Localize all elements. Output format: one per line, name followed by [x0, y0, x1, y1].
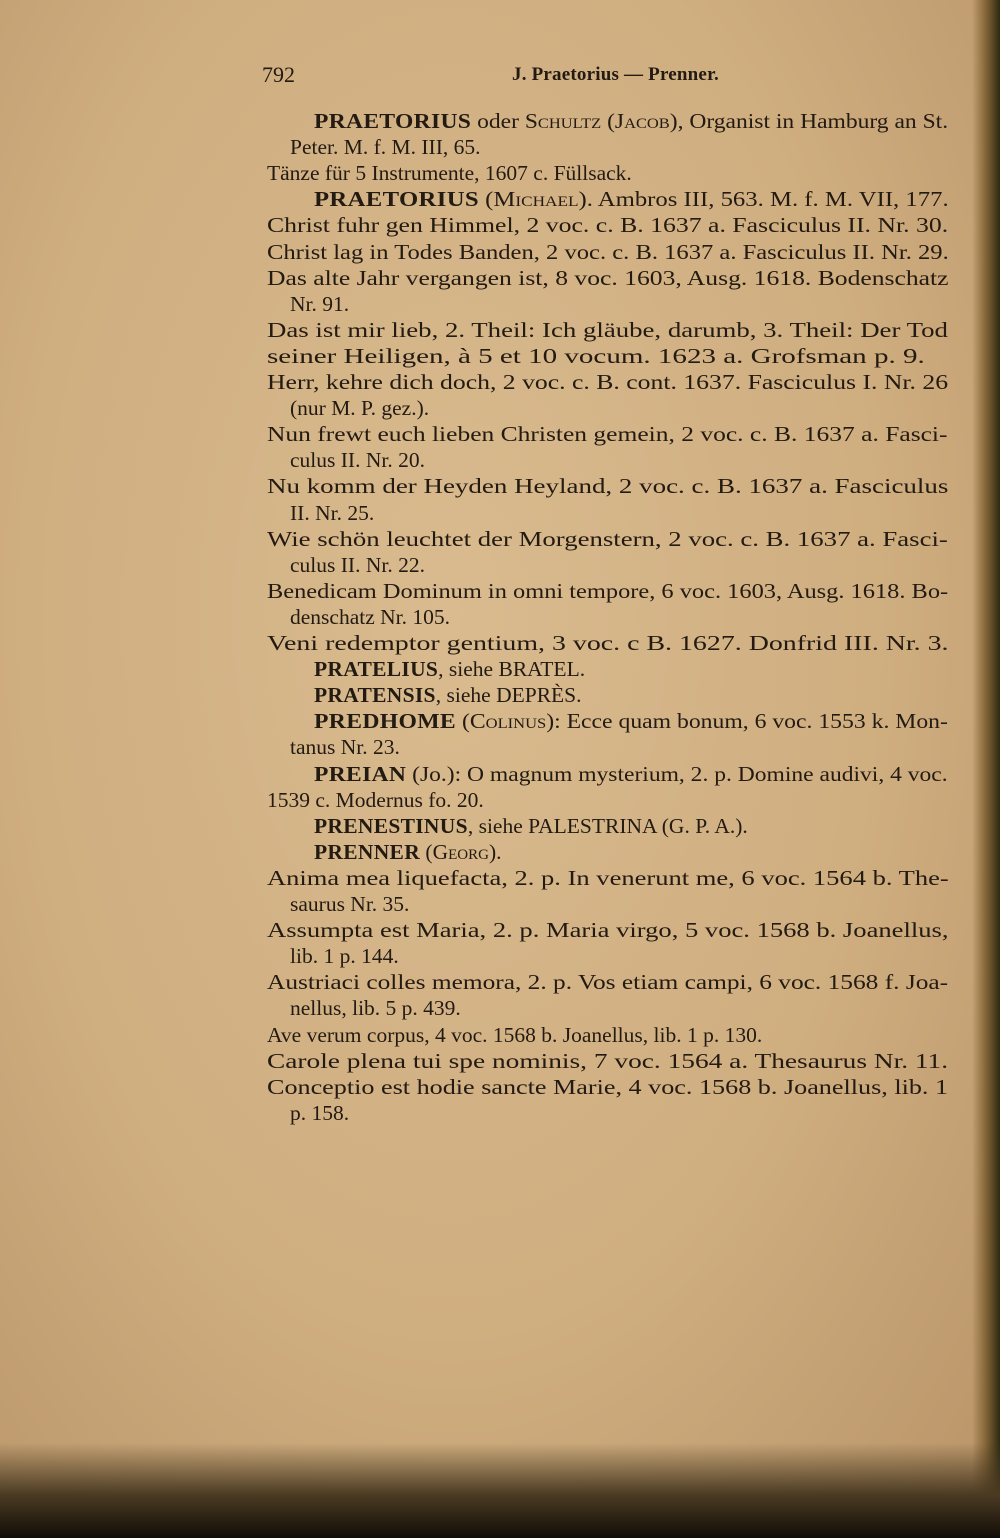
- composer-name: PREIAN: [314, 761, 407, 786]
- work-entry: Wie schön leuchtet der Morgenstern, 2 voc. c. B. 1637 a. Fasci-: [267, 526, 948, 551]
- work-entry: Ave verum corpus, 4 voc. 1568 b. Joanellus, lib. 1 p. 130.: [267, 1022, 763, 1047]
- entry-continuation: saurus Nr. 35.: [290, 892, 410, 916]
- given-name: Michael: [493, 187, 579, 212]
- entry-continuation: II. Nr. 25.: [290, 500, 375, 525]
- work-entry: Nu komm der Heyden Heyland, 2 voc. c. B. 1637 a. Fasciculus: [267, 474, 949, 499]
- page-edge-shadow: [972, 0, 1000, 1538]
- work-entry: Christ lag in Todes Banden, 2 voc. c. B. 1637 a. Fasciculus II. Nr. 29.: [267, 239, 949, 264]
- work-entry: Conceptio est hodie sancte Marie, 4 voc. 1568 b. Joanellus, lib. 1: [267, 1074, 949, 1099]
- composer-heading: [314, 708, 948, 734]
- composer-name: PRAETORIUS: [314, 187, 479, 212]
- composer-heading: [314, 682, 582, 708]
- work-entry: Das ist mir lieb, 2. Theil: Ich gläube, darumb, 3. Theil: Der Tod: [267, 317, 948, 342]
- composer-name: PRAETORIUS: [314, 109, 472, 133]
- work-entry: Benedicam Dominum in omni tempore, 6 voc. 1603, Ausg. 1618. Bo-: [267, 578, 949, 603]
- entry-continuation: Peter. M. f. M. III, 65.: [290, 135, 481, 160]
- page-header: [262, 62, 952, 92]
- composer-heading: [314, 839, 501, 865]
- work-entry: Das alte Jahr vergangen ist, 8 voc. 1603, Ausg. 1618. Bodenschatz: [267, 265, 949, 290]
- heading-text: , siehe DEPRÈS.: [435, 683, 582, 708]
- heading-text: (: [456, 709, 470, 734]
- work-entry: 1539 c. Modernus fo. 20.: [267, 787, 484, 812]
- heading-text: , siehe PALESTRINA (G. P. A.).: [467, 813, 748, 838]
- heading-text: ).: [488, 839, 502, 864]
- composer-heading: [314, 186, 949, 212]
- entry-continuation: p. 158.: [290, 1100, 350, 1125]
- entry-continuation: Nr. 91.: [290, 291, 350, 316]
- heading-text: ). Ambros III, 563. M. f. M. VII, 177.: [578, 187, 949, 212]
- composer-heading: [314, 761, 948, 787]
- entry-continuation: culus II. Nr. 20.: [290, 448, 425, 473]
- entry-continuation: tanus Nr. 23.: [290, 735, 400, 760]
- work-entry: Tänze für 5 Instrumente, 1607 c. Füllsack.: [267, 161, 632, 186]
- work-entry: seiner Heiligen, à 5 et 10 vocum. 1623 a. Grofsman p. 9.: [267, 343, 925, 368]
- composer-name: PRATELIUS: [314, 657, 439, 682]
- work-entry: Austriaci colles memora, 2. p. Vos etiam campi, 6 voc. 1568 f. Joa-: [267, 970, 949, 995]
- work-entry: Carole plena tui spe nominis, 7 voc. 1564 a. Thesaurus Nr. 11.: [267, 1048, 949, 1073]
- work-entry: Veni redemptor gentium, 3 voc. c B. 1627. Donfrid III. Nr. 3.: [267, 631, 949, 655]
- page-bottom-shadow: [0, 1443, 1000, 1538]
- heading-text: ): Ecce quam bonum, 6 voc. 1553 k. Mon-: [546, 709, 948, 734]
- entry-continuation: nellus, lib. 5 p. 439.: [290, 996, 461, 1021]
- entry-continuation: lib. 1 p. 144.: [290, 944, 399, 969]
- composer-name: PRATENSIS: [314, 683, 436, 708]
- given-name: Colinus: [469, 709, 547, 734]
- entry-continuation: (nur M. P. gez.).: [290, 396, 430, 421]
- work-entry: Herr, kehre dich doch, 2 voc. c. B. cont. 1637. Fasciculus I. Nr. 26: [267, 370, 949, 394]
- entry-continuation: denschatz Nr. 105.: [290, 604, 451, 629]
- heading-text: (: [420, 839, 433, 864]
- composer-heading: [314, 108, 948, 134]
- heading-text: , Organist in Hamburg an St.: [677, 109, 949, 133]
- composer-name: PRENNER: [314, 839, 421, 864]
- work-entry: Assumpta est Maria, 2. p. Maria virgo, 5 voc. 1568 b. Joanellus,: [267, 918, 949, 943]
- running-title: J. Praetorius — Prenner.: [512, 64, 719, 85]
- given-name: Schultz (Jacob): [524, 109, 678, 133]
- composer-heading: [314, 656, 585, 682]
- heading-text: , siehe BRATEL.: [438, 657, 586, 682]
- work-entry: Christ fuhr gen Himmel, 2 voc. c. B. 1637 a. Fasciculus II. Nr. 30.: [267, 213, 949, 238]
- entry-continuation: culus II. Nr. 22.: [290, 552, 425, 577]
- work-entry: Nun frewt euch lieben Christen gemein, 2 voc. c. B. 1637 a. Fasci-: [267, 422, 948, 447]
- work-entry: Anima mea liquefacta, 2. p. In venerunt me, 6 voc. 1564 b. The-: [267, 865, 949, 890]
- heading-text: (Jo.): O magnum mysterium, 2. p. Domine audivi, 4 voc.: [406, 761, 948, 786]
- heading-text: (: [478, 187, 494, 212]
- composer-name: PREDHOME: [314, 709, 457, 734]
- composer-name: PRENESTINUS: [314, 813, 468, 838]
- heading-text: oder: [471, 109, 525, 133]
- composer-heading: [314, 813, 748, 839]
- page-number: 792: [262, 62, 295, 87]
- given-name: Georg: [432, 839, 489, 864]
